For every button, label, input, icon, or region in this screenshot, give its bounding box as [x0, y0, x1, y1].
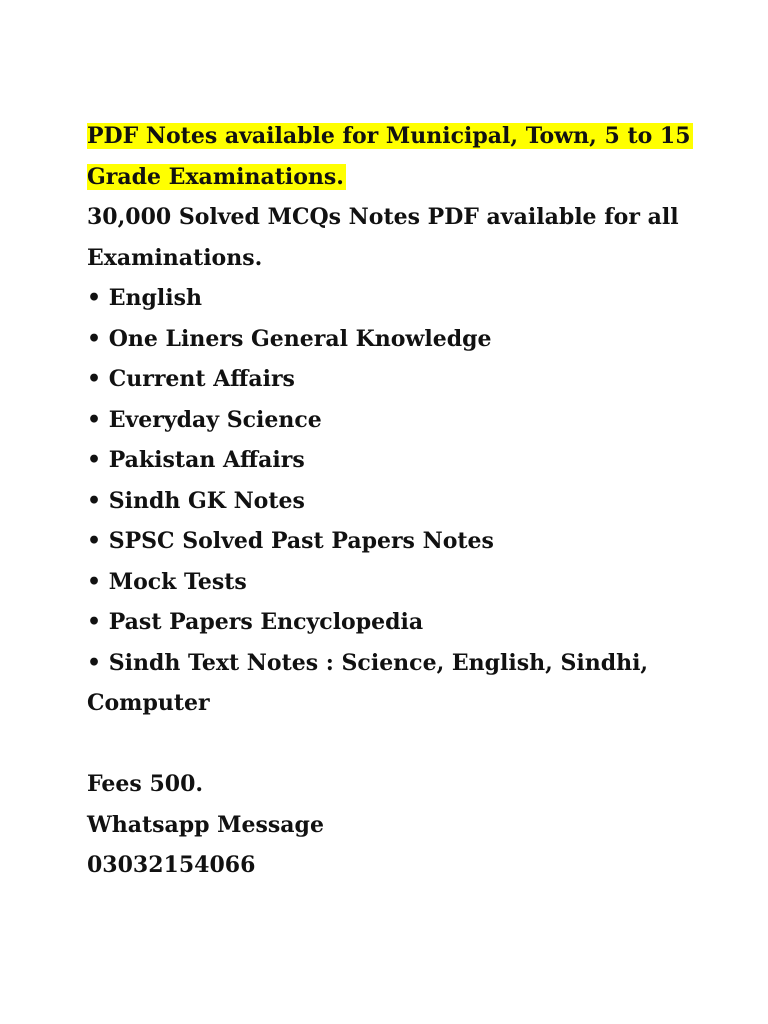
headline-highlight-1: PDF Notes available for Municipal, Town, 5 to 15 [87, 123, 691, 149]
document-body [87, 116, 691, 886]
headline-line-1 [87, 116, 691, 157]
contact-label: Whatsapp Message [87, 811, 324, 838]
intro-line-2: Examinations. [87, 244, 263, 271]
topic-item: • Sindh GK Notes [87, 487, 305, 514]
fees-text: Fees 500. [87, 771, 204, 797]
intro-line-1: 30,000 Solved MCQs Notes PDF available for all [87, 204, 679, 230]
topic-item: • Past Papers Encyclopedia [87, 609, 424, 635]
topic-item: • Mock Tests [87, 568, 247, 595]
headline-line-2 [87, 157, 687, 198]
spacer [87, 724, 687, 765]
topic-item: • One Liners General Knowledge [87, 325, 492, 352]
topic-list [87, 278, 687, 724]
topic-item: • Sindh Text Notes : Science, English, Sindhi, [87, 649, 649, 676]
topic-item: • SPSC Solved Past Papers Notes [87, 528, 494, 554]
topic-item: • English [87, 285, 202, 311]
topic-item: • Pakistan Affairs [87, 447, 305, 473]
contact-number: 03032154066 [87, 852, 256, 878]
topic-item: • Current Affairs [87, 366, 295, 392]
topic-continuation: Computer [87, 690, 210, 716]
topic-item: • Everyday Science [87, 406, 322, 433]
headline-highlight-2: Grade Examinations. [87, 163, 344, 190]
